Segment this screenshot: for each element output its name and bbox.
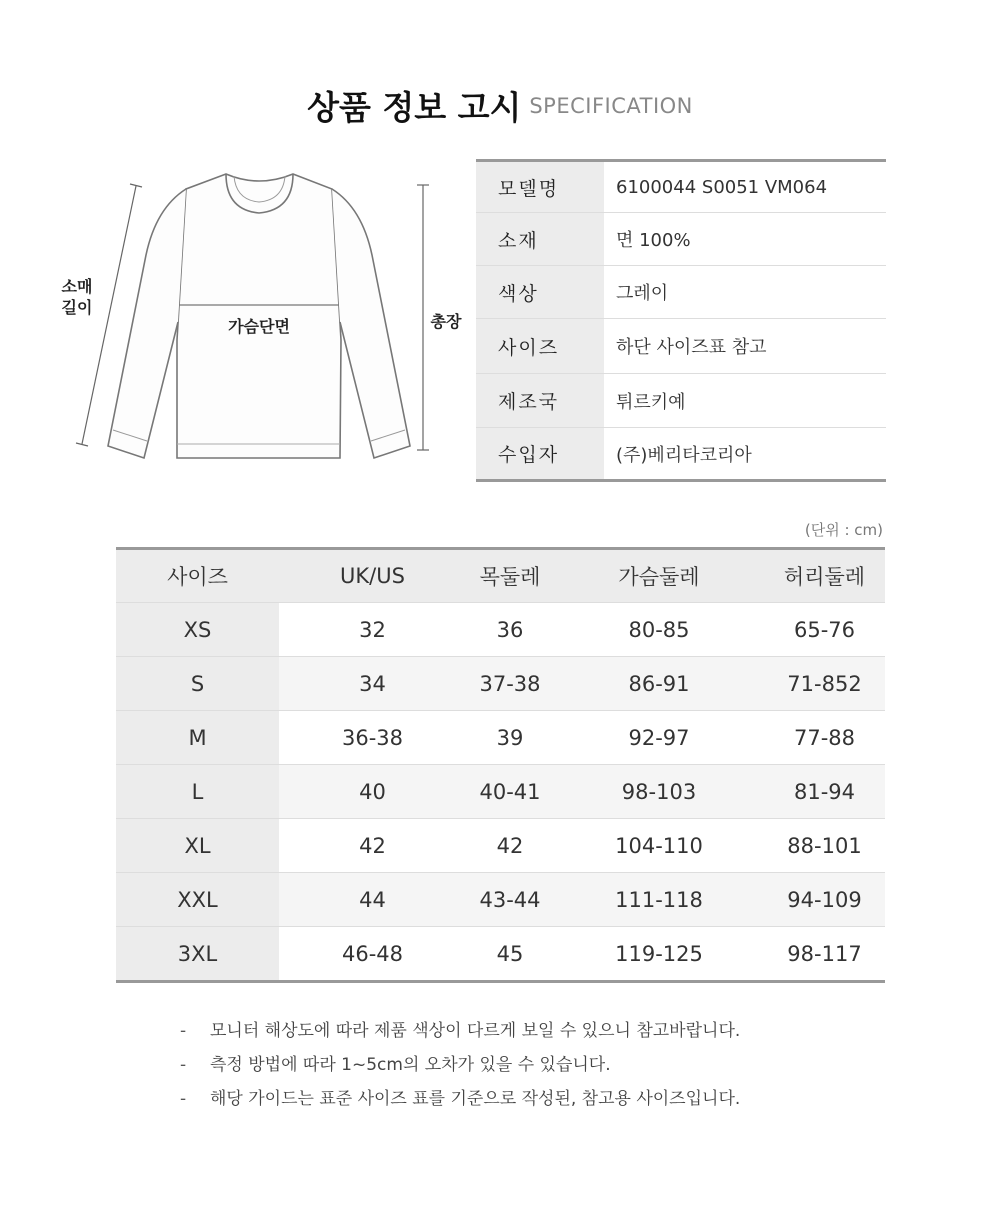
cell-waist: 71-852: [764, 657, 885, 711]
right-sleeve: [332, 189, 410, 458]
cell-chest: 104-110: [554, 819, 764, 873]
size-header-row: [116, 549, 885, 603]
spec-row: [476, 161, 886, 213]
spec-value: 6100044 S0051 VM064: [604, 161, 886, 213]
cell-waist: 94-109: [764, 873, 885, 927]
title-korean: 상품 정보 고시: [307, 88, 522, 127]
note-dash: -: [180, 1089, 187, 1109]
cell-waist: 65-76: [764, 603, 885, 657]
spec-label: 수입자: [476, 428, 604, 481]
cell-size: 3XL: [116, 927, 279, 982]
title-english: SPECIFICATION: [529, 93, 693, 118]
table-row: [116, 657, 885, 711]
note-text: 모니터 해상도에 따라 제품 색상이 다르게 보일 수 있으니 참고바랍니다.: [210, 1021, 741, 1041]
cell-waist: 88-101: [764, 819, 885, 873]
cell-ukus: 42: [279, 819, 466, 873]
spec-label: 색상: [476, 266, 604, 319]
cell-waist: 81-94: [764, 765, 885, 819]
cell-ukus: 40: [279, 765, 466, 819]
cell-chest: 80-85: [554, 603, 764, 657]
size-table: [116, 547, 885, 983]
cell-ukus: 32: [279, 603, 466, 657]
cell-size: L: [116, 765, 279, 819]
spec-row: [476, 374, 886, 428]
spec-value: 면 100%: [604, 213, 886, 266]
note-item: [180, 1016, 880, 1050]
cell-neck: 45: [496, 941, 524, 966]
cell-size: XL: [116, 819, 279, 873]
shirt-body: [177, 174, 341, 458]
cell-size: XXL: [116, 873, 279, 927]
note-item: [180, 1084, 880, 1118]
cell-waist: 98-117: [787, 941, 862, 966]
shirt-diagram: [50, 160, 475, 480]
cell-ukus: 44: [279, 873, 466, 927]
table-row: [116, 819, 885, 873]
note-item: [180, 1050, 880, 1084]
note-text: 해당 가이드는 표준 사이즈 표를 기준으로 작성된, 참고용 사이즈입니다.: [210, 1089, 741, 1109]
header-waist: 허리둘레: [764, 549, 885, 603]
chest-label: 가슴단면: [228, 317, 290, 336]
spec-value: (주)베리타코리아: [616, 444, 752, 466]
cell-chest: 119-125: [615, 941, 703, 966]
cell-size: S: [116, 657, 279, 711]
cell-ukus: 34: [279, 657, 466, 711]
unit-label: (단위 : cm): [804, 521, 883, 539]
notes-list: [180, 1016, 880, 1118]
spec-row: [476, 266, 886, 319]
cell-waist: 77-88: [764, 711, 885, 765]
header-size: 사이즈: [116, 549, 279, 603]
spec-label: 제조국: [476, 374, 604, 428]
spec-row: [476, 319, 886, 374]
table-row: [116, 873, 885, 927]
spec-value: 하단 사이즈표 참고: [604, 319, 886, 374]
note-dash: -: [180, 1055, 187, 1075]
cell-neck: 43-44: [466, 873, 554, 927]
spec-row: [476, 428, 886, 481]
cell-neck: 39: [466, 711, 554, 765]
cell-neck: 36: [466, 603, 554, 657]
header-ukus: UK/US: [279, 549, 466, 603]
cell-chest: 111-118: [554, 873, 764, 927]
cell-chest: 92-97: [554, 711, 764, 765]
sleeve-label-line1: 소매: [61, 277, 93, 296]
length-label: 총장: [430, 312, 462, 331]
table-row: [116, 711, 885, 765]
header-chest: 가슴둘레: [554, 549, 764, 603]
sleeve-label-line2: 길이: [61, 298, 93, 317]
cell-chest: 86-91: [554, 657, 764, 711]
cell-ukus: 46-48: [341, 941, 404, 966]
cell-size: M: [116, 711, 279, 765]
spec-label: 모델명: [476, 161, 604, 213]
cell-neck: 42: [466, 819, 554, 873]
cell-size: XS: [116, 603, 279, 657]
left-sleeve: [108, 189, 186, 458]
spec-label: 사이즈: [476, 319, 604, 374]
page-title: [0, 82, 1000, 129]
table-row: [116, 765, 885, 819]
spec-row: [476, 213, 886, 266]
spec-table: [476, 159, 886, 482]
note-text: 측정 방법에 따라 1~5cm의 오차가 있을 수 있습니다.: [210, 1055, 611, 1075]
cell-chest: 98-103: [554, 765, 764, 819]
spec-value: 튀르키예: [604, 374, 886, 428]
spec-label: 소재: [476, 213, 604, 266]
table-row: [116, 603, 885, 657]
cell-neck: 37-38: [466, 657, 554, 711]
note-dash: -: [180, 1021, 187, 1041]
table-row: [116, 927, 885, 982]
header-neck: 목둘레: [466, 549, 554, 603]
cell-neck: 40-41: [466, 765, 554, 819]
cell-ukus: 36-38: [279, 711, 466, 765]
shirt-illustration: [50, 160, 475, 480]
spec-value: 그레이: [604, 266, 886, 319]
